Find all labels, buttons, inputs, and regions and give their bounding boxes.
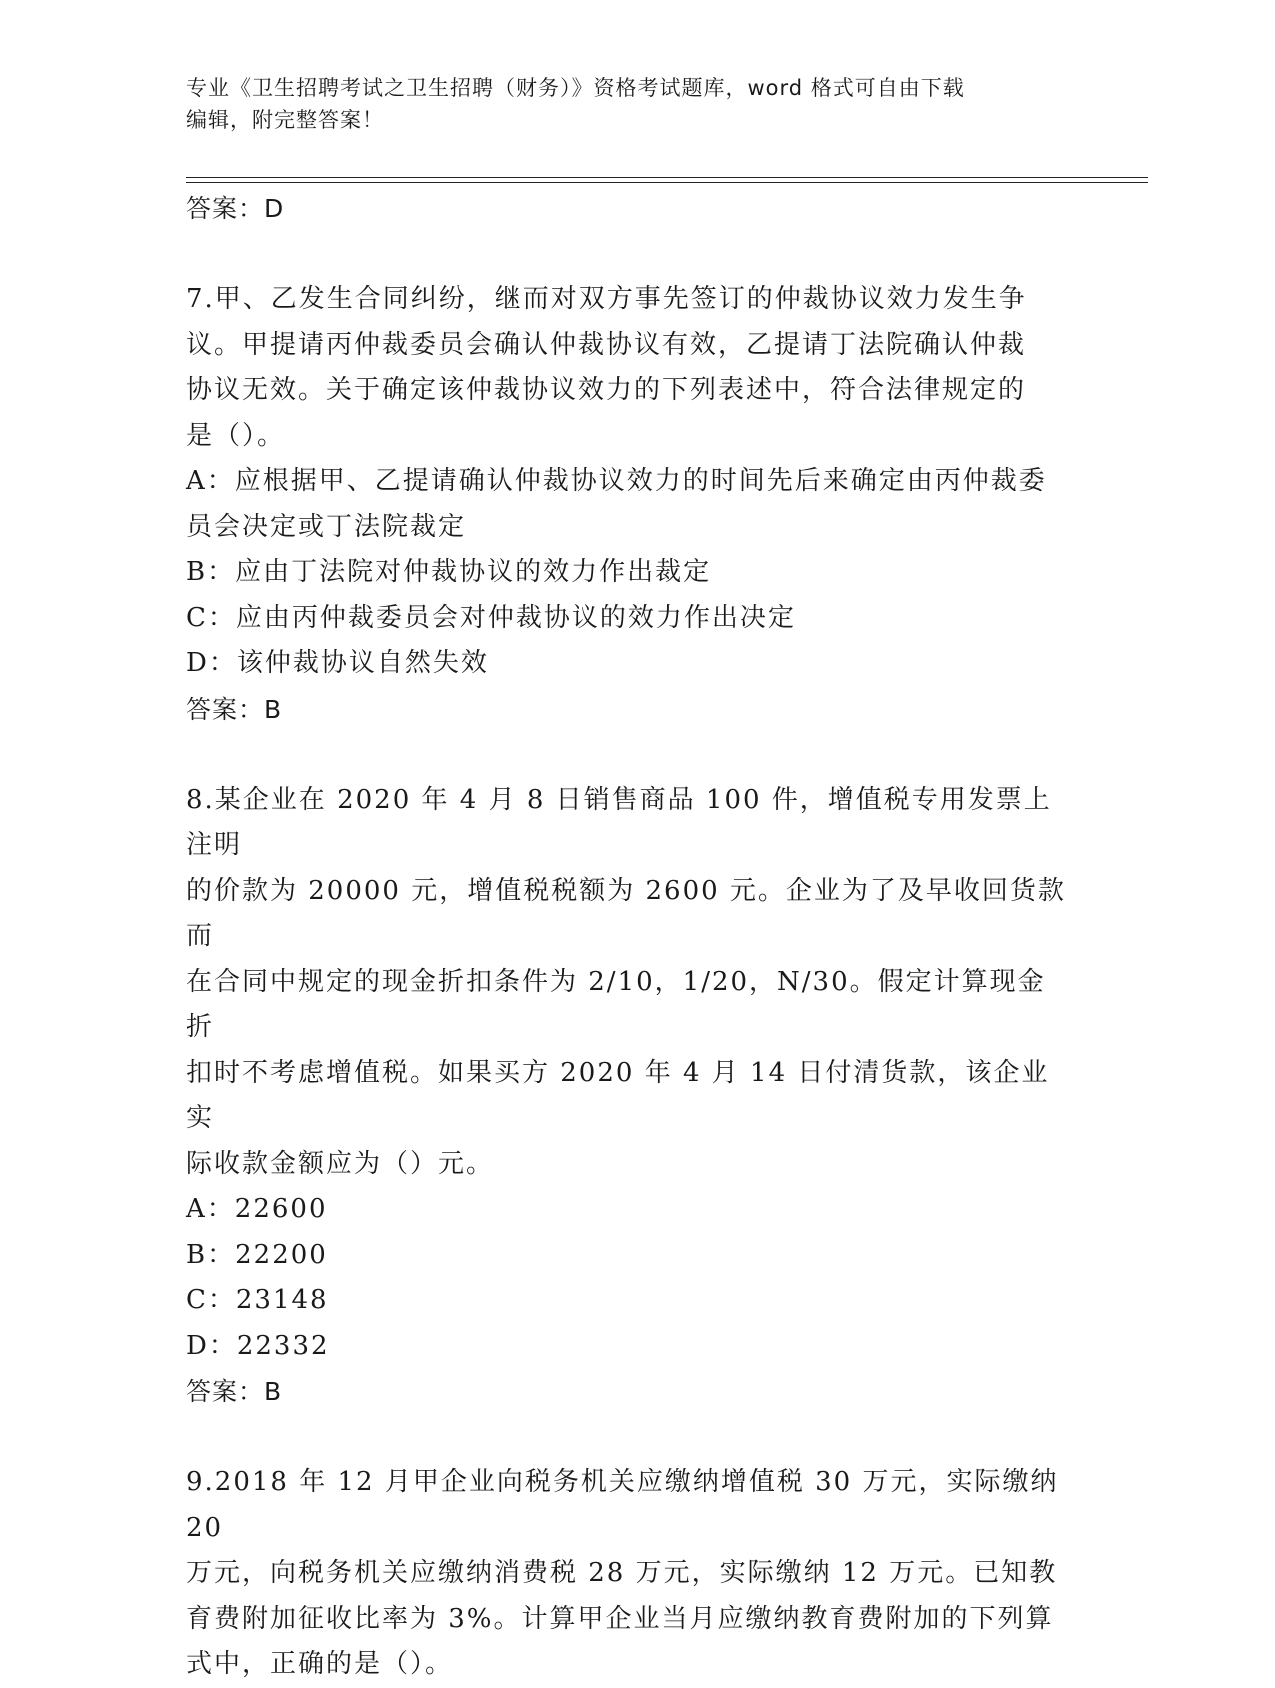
- option-d: D：该仲裁协议自然失效: [186, 648, 489, 678]
- header-divider: [186, 177, 1148, 178]
- question-text-line: 议。甲提请丙仲裁委员会确认仲裁协议有效，乙提请丁法院确认仲裁: [186, 329, 1027, 360]
- option-a-continued: 员会决定或丁法院裁定: [186, 511, 467, 542]
- question-text-line: 在合同中规定的现金折扣条件为 2/10，1/20，N/30。假定计算现金折: [186, 966, 1046, 1042]
- question-text-line: 8.某企业在 2020 年 4 月 8 日销售商品 100 件，增值税专用发票上注明: [186, 784, 1052, 860]
- question-text-line: 7.甲、乙发生合同纠纷，继而对双方事先签订的仲裁协议效力发生争: [186, 284, 1027, 314]
- option-c: C：应由丙仲裁委员会对仲裁协议的效力作出决定: [186, 602, 796, 633]
- option-a: A：应根据甲、乙提请确认仲裁协议效力的时间先后来确定由丙仲裁委: [186, 466, 1047, 496]
- header-line: 编辑，附完整答案！: [186, 108, 384, 132]
- question-text-line: 的价款为 20000 元，增值税税额为 2600 元。企业为了及早收回货款而: [186, 875, 1066, 951]
- question-7: [186, 277, 1066, 732]
- question-text-line: 扣时不考虑增值税。如果买方 2020 年 4 月 14 日付清货款，该企业实: [186, 1057, 1050, 1133]
- question-text-line: 9.2018 年 12 月甲企业向税务机关应缴纳增值税 30 万元，实际缴纳 20: [186, 1467, 1059, 1543]
- header-line: 专业《卫生招聘考试之卫生招聘（财务）》资格考试题库，word 格式可自由下载: [186, 76, 965, 100]
- question-text-line: 育费附加征收比率为 3%。计算甲企业当月应缴纳教育费附加的下列算: [186, 1603, 1054, 1634]
- question-text-line: 协议无效。关于确定该仲裁协议效力的下列表述中，符合法律规定的: [186, 375, 1027, 405]
- option-b: B：22200: [186, 1239, 328, 1270]
- option-c: C：23148: [186, 1285, 329, 1315]
- question-text-line: 际收款金额应为（）元。: [186, 1148, 495, 1179]
- question-9: [186, 1460, 1066, 1688]
- question-text-line: 万元，向税务机关应缴纳消费税 28 万元，实际缴纳 12 万元。已知教: [186, 1558, 1058, 1588]
- answer-line: 答案：B: [186, 1377, 283, 1406]
- header-divider: [186, 182, 1148, 183]
- answer-line: 答案：D: [186, 194, 285, 223]
- option-b: B：应由丁法院对仲裁协议的效力作出裁定: [186, 557, 712, 587]
- page-header: [186, 72, 1066, 136]
- option-a: A：22600: [186, 1194, 328, 1224]
- option-d: D：22332: [186, 1330, 330, 1361]
- answer-line: 答案：B: [186, 694, 283, 724]
- question-text-line: 是（）。: [186, 420, 286, 451]
- question-8: [186, 778, 1066, 1415]
- question-content: [186, 186, 1066, 1688]
- question-text-line: 式中，正确的是（）。: [186, 1649, 454, 1679]
